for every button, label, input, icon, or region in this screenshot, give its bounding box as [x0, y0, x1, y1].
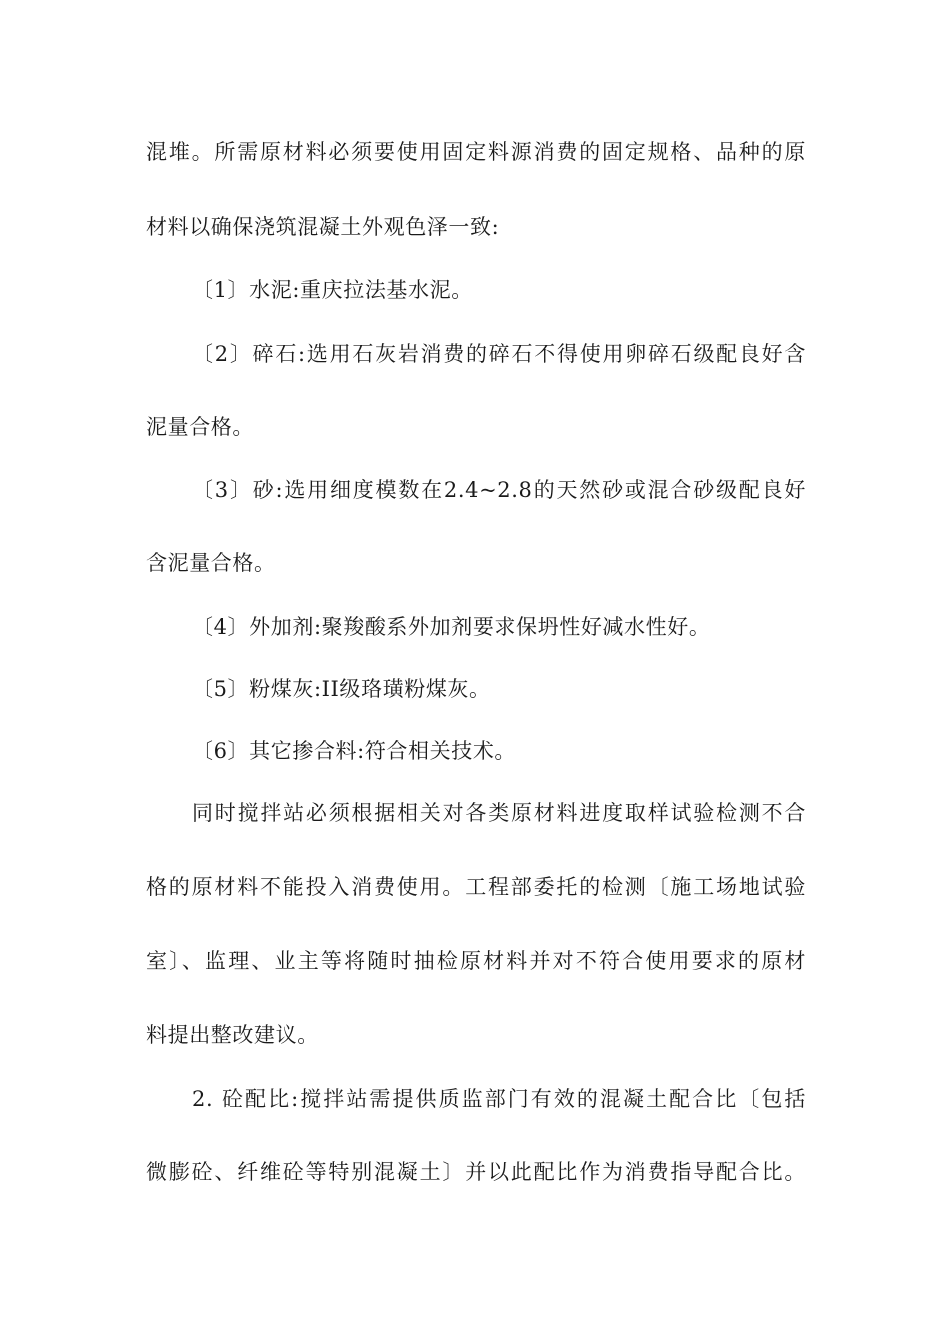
list-item-gravel: 〔2〕碎石:选用石灰岩消费的碎石不得使用卵碎石级配良好含 [192, 342, 806, 366]
list-item-other-admixture: 〔6〕其它掺合料:符合相关技术。 [192, 739, 517, 763]
text-line-7: 含泥量合格。 [146, 551, 276, 575]
text-line-12: 格的原材料不能投入消费使用。工程部委托的检测〔施工场地试验 [146, 875, 806, 899]
list-item-admixture: 〔4〕外加剂:聚羧酸系外加剂要求保坍性好减水性好。 [192, 615, 711, 639]
list-item-fly-ash: 〔5〕粉煤灰:II级珞璜粉煤灰。 [192, 677, 491, 701]
text-line-1: 混堆。所需原材料必须要使用固定料源消费的固定规格、品种的原 [146, 140, 806, 164]
text-line-5: 泥量合格。 [146, 415, 254, 439]
text-line-11: 同时搅拌站必须根据相关对各类原材料进度取样试验检测不合 [192, 801, 806, 825]
list-item-cement: 〔1〕水泥:重庆拉法基水泥。 [192, 278, 473, 302]
text-line-2: 材料以确保浇筑混凝土外观色泽一致: [146, 215, 500, 239]
text-line-13: 室〕、监理、业主等将随时抽检原材料并对不符合使用要求的原材 [146, 949, 806, 973]
text-line-16: 微膨砼、纤维砼等特别混凝土〕并以此配比作为消费指导配合比。 [146, 1160, 806, 1184]
list-item-sand: 〔3〕砂:选用细度模数在2.4~2.8的天然砂或混合砂级配良好 [192, 478, 806, 502]
text-line-14: 料提出整改建议。 [146, 1023, 319, 1047]
text-line-15: 2. 砼配比:搅拌站需提供质监部门有效的混凝土配合比〔包括 [192, 1087, 806, 1111]
